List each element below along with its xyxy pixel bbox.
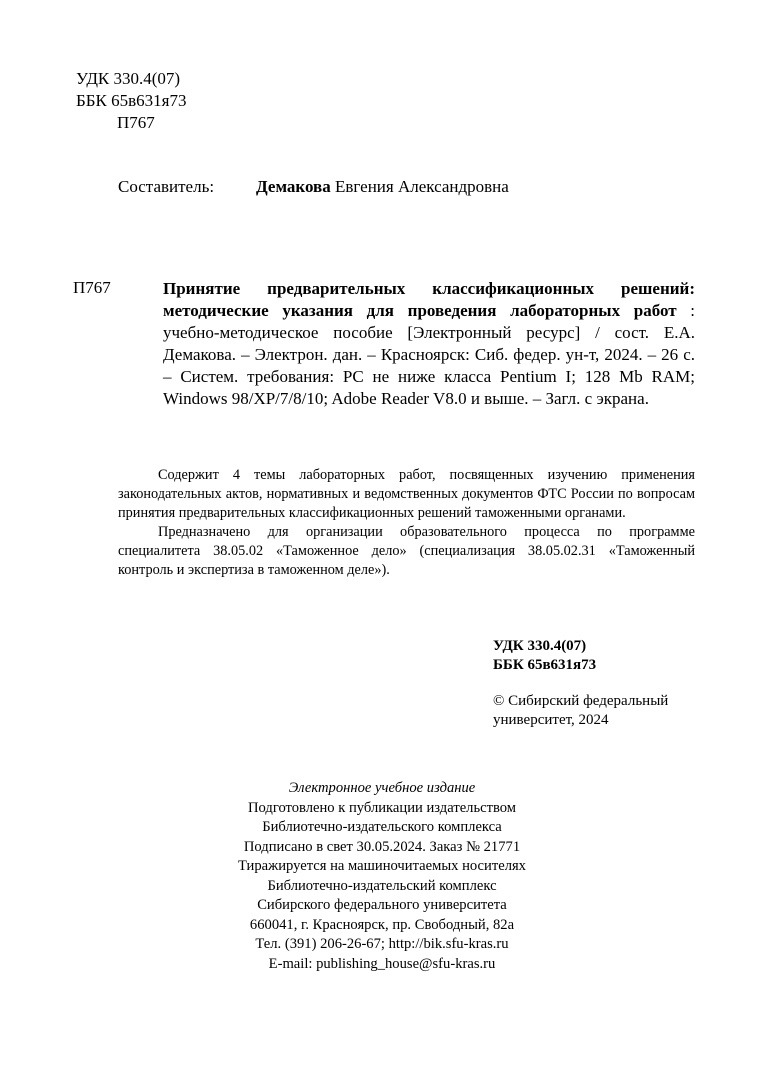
imprint-block (180, 779, 584, 974)
entry-title: Принятие предварительных классификационных решений: методические указания для проведения лабораторных работ (163, 279, 695, 320)
compiler-name: Евгения Александровна (330, 177, 509, 196)
bbk-code: ББК 65в631я73 (493, 657, 597, 673)
author-mark: П767 (117, 113, 155, 132)
imprint-line: 660041, г. Красноярск, пр. Свободный, 82а (249, 916, 515, 933)
imprint-line: Тел. (391) 206-26-67; http://bik.sfu-kras.ru (255, 936, 509, 952)
imprint-line: Сибирского федерального университета (257, 897, 507, 913)
imprint-line: Подписано в свет 30.05.2024. Заказ № 21771 (243, 838, 521, 855)
compiler-line (118, 177, 509, 197)
entry-author-mark: П767 (73, 278, 111, 297)
copyright-notice: © Сибирский федеральный университет, 2024 (493, 693, 669, 728)
entry-description: : учебно-методическое пособие [Электронный ресурс] / сост. Е.А. Демакова. – Электрон. дан. – Красноярск: Сиб. федер. ун-т, 2024. – 26 с. – Систем. требования: PC не ниже класса Pentium I; 128 Mb RAM; Windows 98/XP/7/8/10; Adobe Reader V8.0 и выше. – Загл. с экрана. (163, 301, 695, 408)
abstract-paragraph: Предназначено для организации образовательного процесса по программе специалитета 38.05.02 «Таможенное дело» (специализация 38.05.02.31 «Таможенный контроль и экспертиза в таможенном деле»). (118, 524, 695, 578)
bbk-code: ББК 65в631я73 (76, 91, 187, 110)
imprint-line: Подготовлено к публикации издательством (247, 799, 517, 816)
bibliographic-entry (163, 278, 695, 410)
imprint-line: Тиражируется на машиночитаемых носителях (238, 858, 526, 874)
abstract (118, 466, 695, 580)
udk-code: УДК 330.4(07) (493, 638, 587, 654)
classification-codes-bottom (493, 637, 596, 675)
udk-code: УДК 330.4(07) (76, 69, 181, 88)
abstract-paragraph: Содержит 4 темы лабораторных работ, посвященных изучению применения законодательных актов, нормативных и ведомственных документов ФТС России по вопросам принятия предварительных классификационных решений таможенными органами. (118, 467, 695, 521)
imprint-line: Библиотечно-издательский комплекс (267, 877, 497, 894)
compiler-label: Составитель: (118, 177, 215, 196)
imprint-line: E-mail: publishing_house@sfu-kras.ru (268, 955, 496, 972)
imprint-line: Библиотечно-издательского комплекса (262, 819, 502, 835)
edition-type: Электронное учебное издание (288, 780, 476, 796)
compiler-surname: Демакова (256, 177, 331, 196)
classification-codes (76, 68, 186, 134)
